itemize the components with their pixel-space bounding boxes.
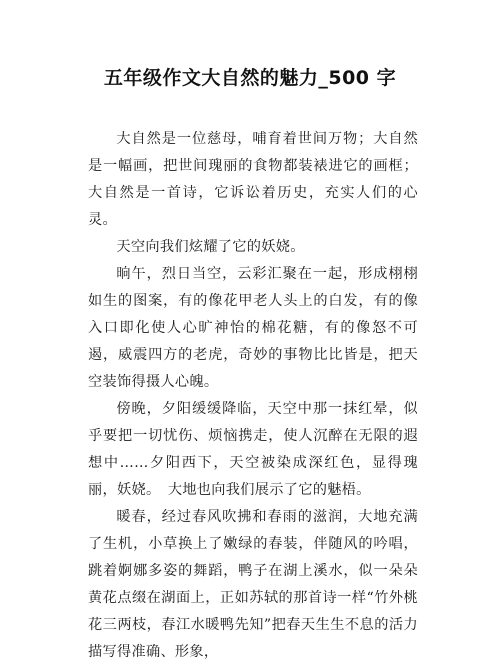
paragraph-4: 傍晚，夕阳缓缓降临，天空中那一抹红晕，似乎要把一切忧伤、烦恼携走，使人沉醉在无限的遐想中……夕阳西下，天空被染成深红色，显得瑰丽，妖娆。 大地也向我们展示了它的魅梧。: [88, 401, 418, 498]
paragraph-3: 晌午，烈日当空，云彩汇聚在一起，形成栩栩如生的图案，有的像花甲老人头上的白发，有的像入口即化使人心旷神怡的棉花糖，有的像怒不可遏，威震四方的老虎，奇妙的事物比比皆是，把天空装饰得摄人心魄。: [88, 266, 418, 390]
document-body: [88, 126, 418, 666]
document-title: 五年级作文大自然的魅力_500 字: [103, 67, 397, 89]
paragraph-5: 暖春，经过春风吹拂和春雨的滋润，大地充满了生机，小草换上了嫩绿的春装，伴随风的吟唱，跳着婀娜多姿的舞蹈，鸭子在湖上溪水，似一朵朵黄花点缀在湖面上，正如苏轼的那首诗一样“竹外桃花三两枝，春江水暖鸭先知”把春天生生不息的活力描写得准确、形象，: [88, 509, 418, 660]
paragraph-1: 大自然是一位慈母，哺育着世间万物；大自然是一幅画，把世间瑰丽的食物都装裱进它的画框；大自然是一首诗，它诉讼着历史，充实人们的心灵。: [88, 131, 418, 228]
paragraph-2: 天空向我们炫耀了它的妖娆。: [116, 239, 305, 255]
